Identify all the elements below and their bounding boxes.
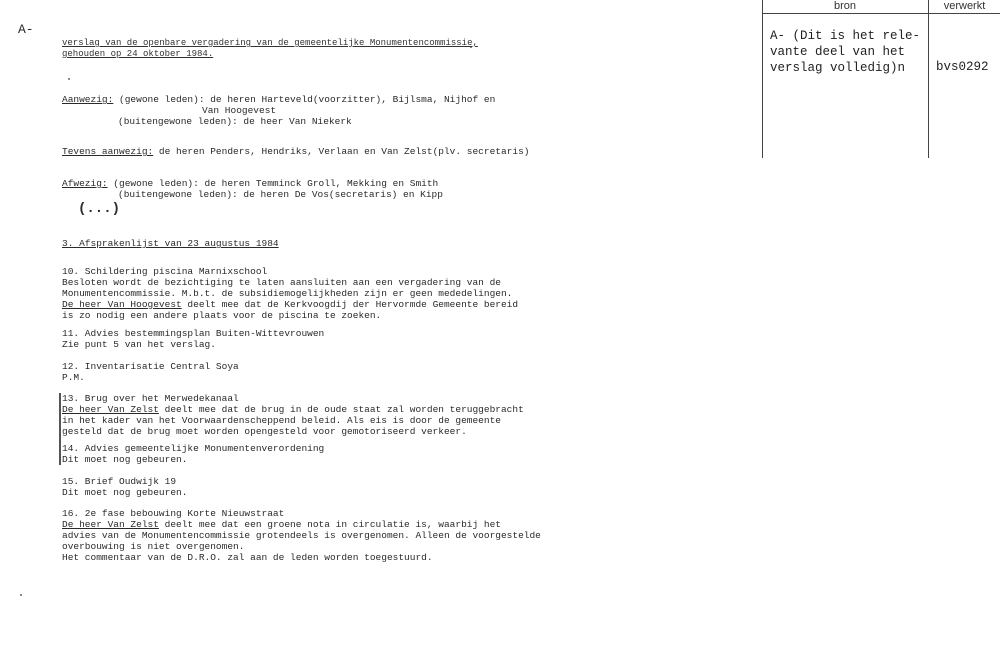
- absent-label: Afwezig:: [62, 178, 108, 189]
- bron-line: A- (Dit is het rele-: [770, 29, 921, 43]
- item-title: 14. Advies gemeentelijke Monumentenverordening: [62, 443, 325, 454]
- item-line: deelt mee dat de brug in de oude staat zal worden teruggebracht: [158, 404, 524, 415]
- source-table: [762, 0, 1000, 158]
- agenda-item-11: [62, 328, 324, 350]
- item-line: Monumentencommissie. M.b.t. de subsidiemogelijkheden zijn er geen mededelingen.: [62, 288, 513, 299]
- title-line: gehouden op 24 oktober 1984.: [62, 49, 214, 59]
- agenda-item-12: [62, 361, 239, 383]
- also-present: [62, 146, 529, 157]
- absent-line: (gewone leden): de heren Temminck Groll, Mekking en Smith: [107, 178, 439, 189]
- item-title: 11. Advies bestemmingsplan Buiten-Wittevrouwen: [62, 328, 325, 339]
- table-column-divider: [928, 0, 929, 158]
- item-line: advies van de Monumentencommissie grotendeels is overgenomen. Alleen de voorgestelde: [62, 530, 541, 541]
- also-present-text: de heren Penders, Hendriks, Verlaan en Van Zelst(plv. secretaris): [153, 146, 530, 157]
- item-line: Dit moet nog gebeuren.: [62, 454, 188, 465]
- present-line: (gewone leden): de heren Harteveld(voorzitter), Bijlsma, Nijhof en: [113, 94, 496, 105]
- item-line: Het commentaar van de D.R.O. zal aan de leden worden toegestuurd.: [62, 552, 433, 563]
- item-line: gesteld dat de brug moet worden opengesteld voor gemotoriseerd verkeer.: [62, 426, 467, 437]
- item-title: 12. Inventarisatie Central Soya: [62, 361, 239, 372]
- item-line: is zo nodig een andere plaats voor de piscina te zoeken.: [62, 310, 382, 321]
- agenda-item-15: [62, 476, 187, 498]
- item-title: 15. Brief Oudwijk 19: [62, 476, 177, 487]
- speaker-name: De heer Van Zelst: [62, 404, 159, 415]
- item-line: deelt mee dat de Kerkvoogdij der Hervormde Gemeente bereid: [181, 299, 519, 310]
- header-bron: bron: [833, 0, 857, 12]
- speaker-name: De heer Van Hoogevest: [62, 299, 182, 310]
- table-header-divider: [762, 13, 1000, 14]
- item-line: Dit moet nog gebeuren.: [62, 487, 188, 498]
- speck: [20, 594, 22, 596]
- agenda-item-14: [62, 443, 324, 465]
- item-title: 13. Brug over het Merwedekanaal: [62, 393, 239, 404]
- absent-line: (buitengewone leden): de heren De Vos(secretaris) en Kipp: [118, 189, 443, 200]
- table-left-border: [762, 0, 763, 158]
- item-line: in het kader van het Voorwaardenscheppend beleid. Als eis is door de gemeente: [62, 415, 501, 426]
- bron-line: vante deel van het: [770, 45, 906, 59]
- bron-line: verslag volledig)n: [770, 61, 906, 75]
- agenda-item-16: [62, 508, 541, 563]
- item-line: Besloten wordt de bezichtiging te laten aansluiten aan een vergadering van de: [62, 277, 501, 288]
- item-line: overbouwing is niet overgenomen.: [62, 541, 245, 552]
- header-verwerkt: verwerkt: [943, 0, 986, 12]
- agenda-item-10: [62, 266, 518, 321]
- attendees-absent: [62, 178, 443, 200]
- section-heading: [62, 238, 279, 249]
- title-line: verslag van de openbare vergadering van de gemeentelijke Monumentencommissie,: [62, 38, 478, 48]
- bron-cell: [770, 28, 930, 76]
- omission-marker: (...): [78, 201, 121, 217]
- speaker-name: De heer Van Zelst: [62, 519, 159, 530]
- verwerkt-cell: bvs0292: [936, 60, 989, 74]
- item-line: Zie punt 5 van het verslag.: [62, 339, 216, 350]
- page-identifier: A-: [18, 22, 34, 37]
- attendees-present: [62, 94, 495, 127]
- item-line: P.M.: [62, 372, 85, 383]
- speck: [68, 78, 70, 80]
- margin-bar: [59, 393, 61, 465]
- present-line: Van Hoogevest: [202, 105, 277, 116]
- section-title: 3. Afsprakenlijst van 23 augustus 1984: [62, 238, 279, 249]
- item-line: deelt mee dat een groene nota in circulatie is, waarbij het: [158, 519, 501, 530]
- also-present-label: Tevens aanwezig:: [62, 146, 154, 157]
- present-line: (buitengewone leden): de heer Van Niekerk: [118, 116, 352, 127]
- item-title: 16. 2e fase bebouwing Korte Nieuwstraat: [62, 508, 285, 519]
- present-label: Aanwezig:: [62, 94, 114, 105]
- agenda-item-13: [62, 393, 524, 437]
- report-title: [62, 38, 478, 60]
- item-title: 10. Schildering piscina Marnixschool: [62, 266, 268, 277]
